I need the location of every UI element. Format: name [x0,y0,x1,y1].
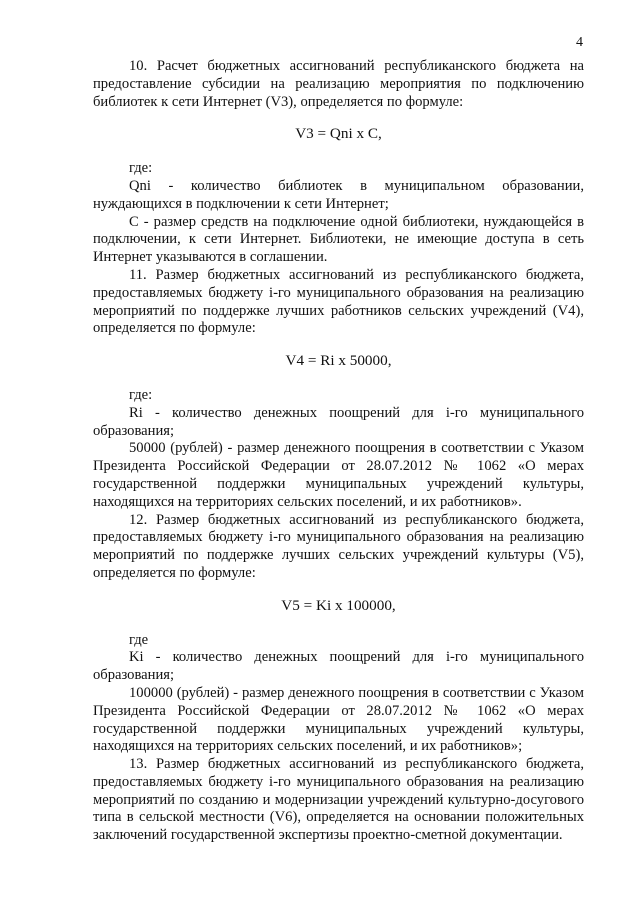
where-label: где: [129,160,153,177]
definition-ri: Ri - количество денежных поощрений для i-го муниципального образования; [93,404,584,439]
document-body [93,58,584,845]
definition-100000: 100000 (рублей) - размер денежного поощрения в соответствии с Указом Президента Российской Федерации от 28.07.2012 № 1062 «О мерах государственной поддержки муниципальных учреждений культуры, находящихся на территориях сельских поселений, и их работников»; [93,684,584,755]
definition-c: C - размер средств на подключение одной библиотеки, нуждающейся в подключении, к сети Интернет. Библиотеки, не имеющие доступа в сеть Интернет указываются в соглашении. [93,213,584,266]
where-label: где: [129,386,153,403]
definition-50000: 50000 (рублей) - размер денежного поощрения в соответствии с Указом Президента Российской Федерации от 28.07.2012 № 1062 «О мерах государственной поддержки муниципальных учреждений культуры, находящихся на территориях сельских поселений, и их работников». [93,440,584,510]
page-number: 4 [576,35,583,50]
paragraph-12: 12. Размер бюджетных ассигнований из республиканского бюджета, предоставляемых бюджету i-го муниципального образования на реализацию мероприятий по поддержке лучших сельских учреждений культуры (V5), определяется по формуле: [93,511,584,581]
paragraph-13: 13. Размер бюджетных ассигнований из республиканского бюджета, предоставляемых бюджету i-го муниципального образования на реализацию мероприятий по созданию и модернизации учреждений культурно-досугового типа в сельской местности (V6), определяется на основании положительных заключений государственной экспертизы проектно-сметной документации. [93,756,584,844]
definition-qni: Qni - количество библиотек в муниципальном образовании, нуждающихся в подключении к сети Интернет; [93,177,584,212]
formula-v5: V5 = Ki x 100000, [281,596,396,614]
where-label: где [129,631,149,648]
formula-v3: V3 = Qni x C, [295,125,382,143]
formula-v4: V4 = Ri x 50000, [285,352,392,370]
definition-ki: Ki - количество денежных поощрений для i-го муниципального образования; [93,649,584,684]
paragraph-11: 11. Размер бюджетных ассигнований из республиканского бюджета, предоставляемых бюджету i-го муниципального образования на реализацию мероприятий по поддержке лучших работников сельских учреждений (V4), определяется по формуле: [93,266,584,337]
paragraph-10: 10. Расчет бюджетных ассигнований республиканского бюджета на предоставление субсидии на реализацию мероприятия по подключению библиотек к сети Интернет (V3), определяется по формуле: [93,58,584,110]
